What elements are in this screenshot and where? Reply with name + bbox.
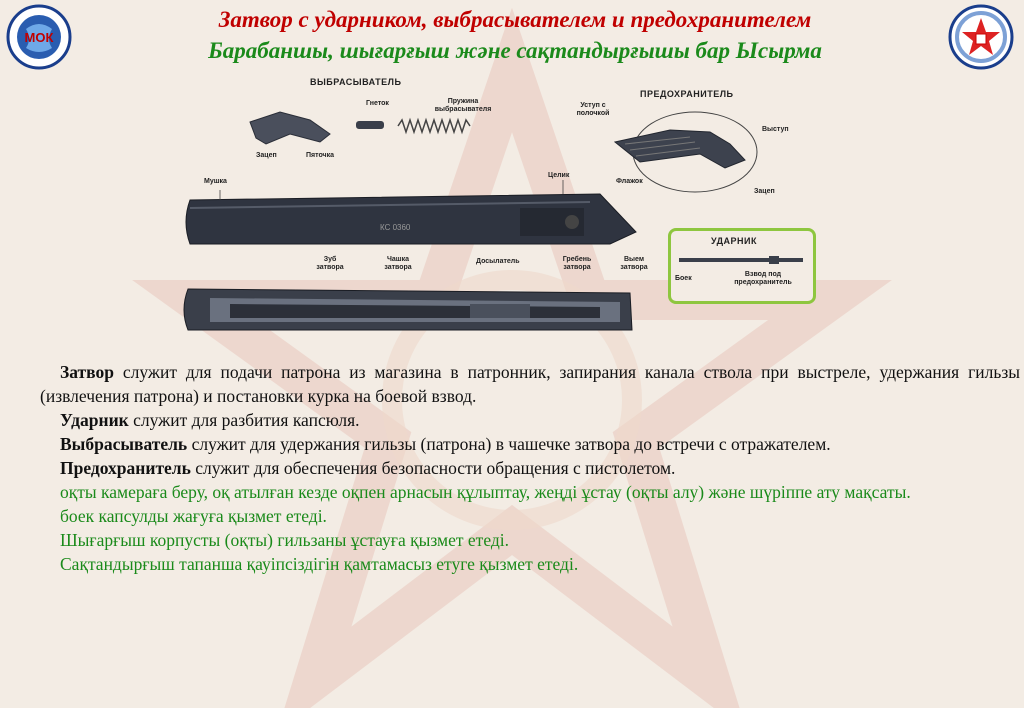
paragraph-slide-text: служит для подачи патрона из магазина в патронник, запирания канала ствола при выстреле, удержания гильзы (извлечения патрона) и постановки курка на боевой взвод. [40, 362, 1020, 406]
title-russian: Затвор с ударником, выбрасывателем и предохранителем [218, 7, 812, 32]
term-striker: Ударник [60, 410, 129, 430]
paragraph-kz-ejector: Шығарғыш корпусты (оқты) гильзаны ұстауға қызмет етеді. [60, 530, 510, 550]
paragraph-ejector-text: служит для удержания гильзы (патрона) в чашечке затвора до встречи с отражателем. [187, 434, 831, 454]
paragraph-kz-striker: боек капсулды жағуға қызмет етеді. [60, 506, 327, 526]
slide-parts-illustration [170, 72, 820, 354]
mok-logo [6, 4, 72, 70]
term-ejector: Выбрасыватель [60, 434, 188, 454]
slide-marking: КС 0360 [380, 223, 411, 232]
label-ledge-shelf: Уступ с полочкой [576, 102, 610, 117]
label-spring: Пружина выбрасывателя [434, 98, 492, 113]
striker-illustration [673, 253, 809, 267]
paragraph-ejector [40, 432, 1020, 456]
paragraph-safety-text: служит для обеспечения безопасности обращения с пистолетом. [190, 458, 676, 478]
slide-diagram [170, 72, 820, 354]
label-zatsep-left: Зацеп [256, 152, 277, 159]
term-safety: Предохранитель [60, 458, 191, 478]
label-cocking-slot: Взвод под предохранитель [734, 271, 792, 286]
label-firing-pin: Боек [675, 275, 692, 282]
safety-header: ПРЕДОХРАНИТЕЛЬ [640, 89, 734, 99]
label-front-sight: Мушка [204, 178, 227, 185]
term-slide: Затвор [60, 362, 114, 382]
label-ridge: Гребень затвора [562, 256, 592, 271]
label-cup: Чашка затвора [384, 256, 412, 271]
paragraph-striker-text: служит для разбития капсюля. [128, 410, 360, 430]
paragraph-safety [40, 456, 1020, 480]
label-flag: Флажок [616, 178, 643, 185]
striker-panel [668, 228, 816, 304]
label-gnezdo: Гнеток [366, 100, 389, 107]
label-heel: Пяточка [306, 152, 335, 159]
paragraph-slide [40, 360, 1020, 408]
description-text [40, 360, 1020, 576]
title-kazakh: Барабаншы, шығарғыш және сақтандырғышы бар Ысырма [208, 38, 822, 63]
label-zatsep-right: Зацеп [754, 188, 775, 195]
paragraph-striker [40, 408, 1020, 432]
mok-logo-text: МОК [24, 30, 54, 45]
label-recess: Выем затвора [620, 256, 648, 271]
label-rammer: Досылатель [476, 258, 520, 265]
paragraph-kz-safety: Сақтандырғыш тапанша қауіпсіздігін қамтамасыз етуге қызмет етеді. [60, 554, 579, 574]
label-protrusion: Выступ [762, 126, 789, 133]
striker-header: УДАРНИК [711, 236, 758, 246]
paragraph-kz-slide: оқты камераға беру, оқ атылған кезде оқпен арнасын құлыптау, жеңді ұстау (оқты алу) және шүріппе ату мақсаты. [60, 482, 911, 502]
label-rear-sight: Целик [548, 172, 570, 179]
label-tooth: Зуб затвора [316, 256, 344, 271]
ejector-header: ВЫБРАСЫВАТЕЛЬ [310, 77, 402, 87]
military-emblem-logo [948, 4, 1014, 70]
